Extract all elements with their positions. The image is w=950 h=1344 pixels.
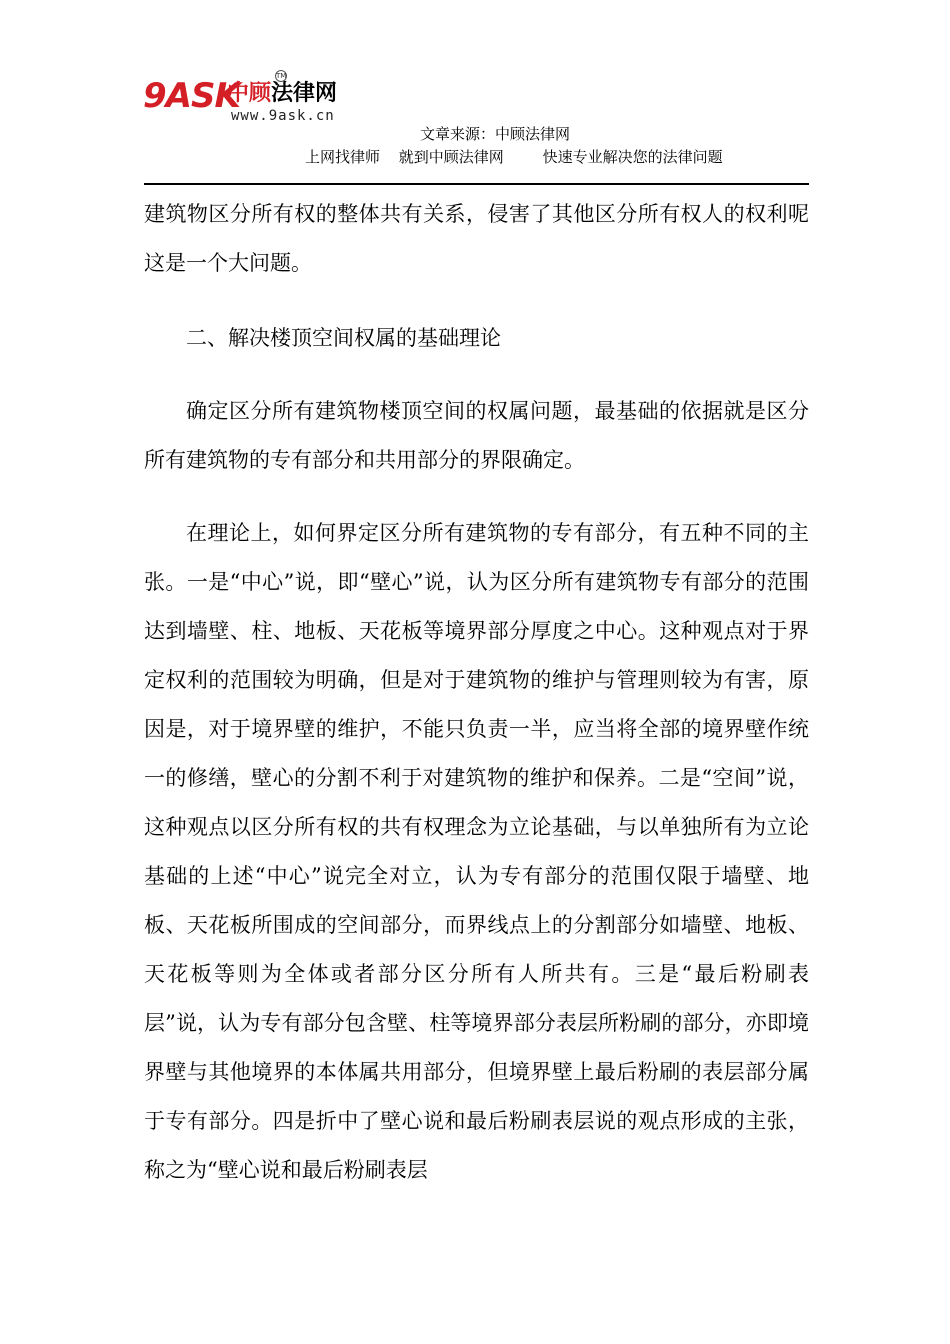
site-logo[interactable] [143, 70, 363, 130]
logo-mark: 9ASK [143, 76, 240, 116]
logo-name-black: 法律网 [271, 81, 338, 106]
article-body [144, 190, 809, 1219]
paragraph: 确定区分所有建筑物楼顶空间的权属问题，最基础的依据就是区分所有建筑物的专有部分和共用部分的界限确定。 [144, 399, 809, 472]
tagline-part-3: 快速专业解决您的法律问题 [542, 148, 723, 166]
section-heading: 二、解决楼顶空间权属的基础理论 [186, 326, 501, 350]
article-source: 文章来源：中顾法律网 [419, 125, 570, 143]
trademark-icon: TM [276, 72, 287, 80]
paragraph: 在理论上，如何界定区分所有建筑物的专有部分，有五种不同的主张。一是“中心”说，即“壁心”说，认为区分所有建筑物专有部分的范围达到墙壁、柱、地板、天花板等境界部分厚度之中心。这种观点对于界定权利的范围较为明确，但是对于建筑物的维护与管理则较为有害，原因是，对于境界壁的维护，不能只负责一半，应当将全部的境界壁作统一的修缮，壁心的分割不利于对建筑物的维护和保养。二是“空间”说，这种观点以区分所有权的共有权理念为立论基础，与以单独所有为立论基础的上述“中心”说完全对立，认为专有部分的范围仅限于墙壁、地板、天花板所围成的空间部分，而界线点上的分割部分如墙壁、地板、天花板等则为全体或者部分区分所有人所共有。三是“最后粉刷表层”说，认为专有部分包含壁、柱等境界部分表层所粉刷的部分，亦即境界壁与其他境界的本体属共用部分，但境界壁上最后粉刷的表层部分属于专有部分。四是折中了壁心说和最后粉刷表层说的观点形成的主张，称之为“壁心说和最后粉刷表层 [144, 521, 809, 1182]
logo-url: www.9ask.cn [231, 108, 335, 124]
page-header [0, 0, 950, 190]
site-tagline [305, 146, 737, 168]
logo-name [227, 80, 337, 108]
paragraph-continuation: 建筑物区分所有权的整体共有关系，侵害了其他区分所有权人的权利呢 这是一个大问题。 [144, 202, 809, 275]
tagline-part-2: 就到中顾法律网 [398, 148, 504, 166]
logo-name-red: 中顾 [227, 81, 272, 106]
header-divider [144, 183, 809, 185]
tagline-part-1: 上网找律师 [305, 148, 381, 166]
